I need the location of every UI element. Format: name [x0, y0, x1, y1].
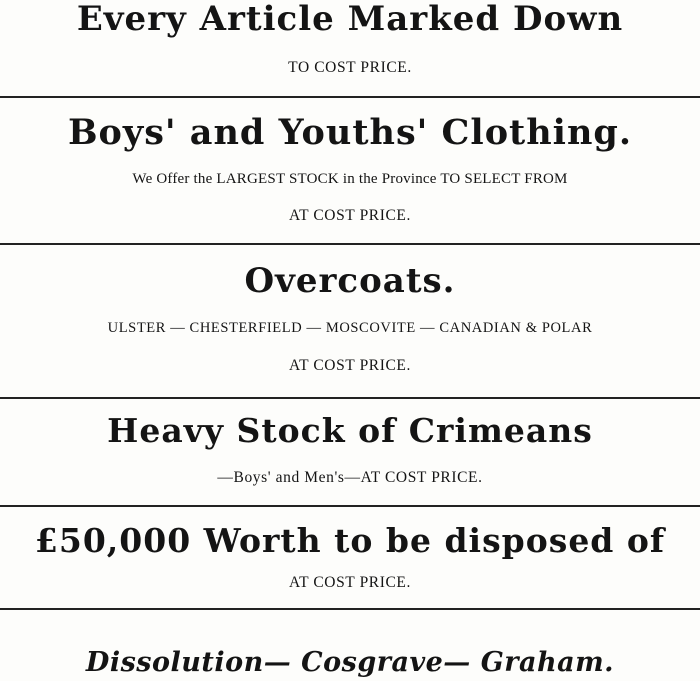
section-every-article-sub — [0, 60, 700, 76]
section-signature — [0, 649, 700, 676]
signature-dissolution: Dissolution— Cosgrave— Graham. — [85, 647, 615, 678]
subline-at-cost-price: AT COST PRICE. — [289, 574, 411, 591]
headline-boys-youths: Boys' and Youths' Clothing. — [67, 112, 633, 153]
subline-coat-styles: ULSTER — CHESTERFIELD — MOSCOVITE — CANADIAN & POLAR — [107, 320, 593, 336]
divider-rule — [0, 397, 700, 399]
divider-rule — [0, 96, 700, 98]
divider-rule — [0, 505, 700, 507]
section-boys-youths-sub1 — [0, 172, 700, 187]
section-every-article — [0, 0, 700, 39]
section-crimeans — [0, 411, 700, 450]
section-boys-youths — [0, 112, 700, 153]
subline-largest-stock: We Offer the LARGEST STOCK in the Province TO SELECT FROM — [132, 171, 568, 187]
section-crimeans-sub — [0, 470, 700, 486]
headline-fifty-thousand: £50,000 Worth to be disposed of — [34, 521, 666, 560]
divider-rule — [0, 243, 700, 245]
section-overcoats — [0, 261, 700, 301]
section-overcoats-sub2 — [0, 358, 700, 374]
subline-at-cost-price: AT COST PRICE. — [289, 357, 411, 374]
divider-rule — [0, 608, 700, 610]
section-fifty-thousand-sub — [0, 575, 700, 591]
subline-to-cost-price: TO COST PRICE. — [288, 59, 412, 76]
headline-crimeans: Heavy Stock of Crimeans — [107, 411, 593, 450]
subline-at-cost-price: AT COST PRICE. — [289, 207, 411, 224]
subline-boys-mens: —Boys' and Men's—AT COST PRICE. — [217, 469, 483, 486]
headline-every-article: Every Article Marked Down — [76, 0, 624, 39]
section-boys-youths-sub2 — [0, 208, 700, 224]
section-overcoats-sub1 — [0, 321, 700, 336]
section-fifty-thousand — [0, 521, 700, 560]
headline-overcoats: Overcoats. — [244, 261, 456, 301]
